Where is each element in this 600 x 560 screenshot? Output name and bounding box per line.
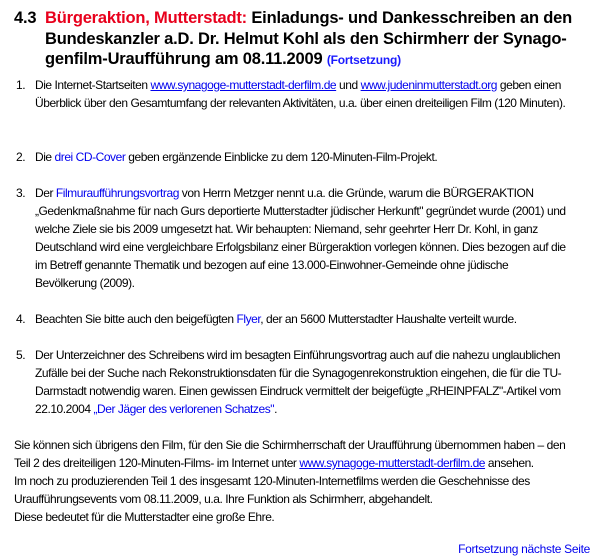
- item-text: , der an 5600 Mutterstadter Haushalte verteilt wurde.: [260, 312, 517, 326]
- closing-paragraph: [0, 436, 574, 526]
- link-cd-cover[interactable]: drei CD-Cover: [54, 150, 126, 164]
- list-item: [0, 310, 570, 328]
- letter-body: [0, 76, 600, 526]
- item-number: 4.: [16, 312, 26, 326]
- item-number: 1.: [16, 78, 26, 92]
- link-filmvortrag[interactable]: Filmuraufführungsvortrag: [55, 186, 179, 200]
- closing-text: Sie können sich übrigens den Film, für den Sie die Schirmherrschaft der Uraufführung übernommen haben – den Teil 2 des dreiteiligen 120-Minuten-Films- im Internet unter: [14, 438, 566, 470]
- list-item: [0, 148, 570, 166]
- section-number: 4.3: [14, 9, 37, 27]
- closing-text: ansehen.: [485, 456, 534, 470]
- item-text: Beachten Sie bitte auch den beigefügten: [35, 312, 237, 326]
- item-text: Der: [35, 186, 56, 200]
- item-text: Der Unterzeichner des Schreibens wird im besagten Einführungsvortrag auch auf die nahezu unglaublichen Zufälle bei der Suche nach Rekonstruktionsdaten für die Synagogenrekonstruktion eingehen, die für die TU-Darmstadt notwendig waren. Einen gewissen Eindruck vermittelt der beigefügte „RHEINPFALZ"-Artikel vom 22.10.2004: [35, 348, 562, 416]
- list-item: [0, 346, 570, 418]
- item-text: und: [336, 78, 361, 92]
- list-item: [0, 184, 570, 292]
- closing-text: Im noch zu produzierenden Teil 1 des insgesamt 120-Minuten-Internetfilms werden die Geschehnisse des Uraufführungsevents vom 08.11.2009, u.a. Ihre Funktion als Schirmherr, abgehandelt.: [14, 474, 530, 506]
- section-heading: [14, 8, 594, 71]
- next-page-link[interactable]: Fortsetzung nächste Seite: [458, 542, 590, 556]
- heading-red-title: Bürgeraktion, Mutterstadt:: [45, 9, 247, 27]
- heading-title: Einladungs- und Dankesschreiben an den Bundeskanzler a.D. Dr. Helmut Kohl als den Schirmherr der Synago-genfilm-Uraufführung am 08.11.2009: [45, 9, 573, 68]
- link-synagoge-film-2[interactable]: www.synagoge-mutterstadt-derfilm.de: [299, 456, 486, 470]
- item-text: von Herrn Metzger nennt u.a. die Gründe, warum die BÜRGERAKTION „Gedenkmaßnahme für nach Gurs deportierte Mutterstadter jüdischer Herkunft" gegründet wurde (2001) und welche Ziele sie bis 2009 umgesetzt hat. Wir behaupten: Niemand, sehr geehrter Herr Dr. Kohl, in ganz Deutschland wird eine vergleichbare Erfolgsbilanz einer Bürgeraktion vorlegen können. Dies bezogen auf die im Betreff genannte Thematik und bezogen auf eine 13.000-Einwohner-Gemeinde ohne jüdische Bevölkerung (2009).: [35, 186, 566, 290]
- item-text: geben ergänzende Einblicke zu dem 120-Minuten-Film-Projekt.: [125, 150, 438, 164]
- closing-text: Diese bedeutet für die Mutterstadter eine große Ehre.: [14, 510, 275, 524]
- item-text: Die: [35, 150, 55, 164]
- item-text: Die Internet-Startseiten: [35, 78, 151, 92]
- item-text: geben einen Überblick über den Gesamtumfang der relevanten Aktivitäten, u.a. über einen dreiteiligen Film (120 Minuten).: [35, 78, 566, 110]
- list-item: [0, 76, 570, 112]
- item-text: .: [274, 402, 277, 416]
- item-number: 5.: [16, 348, 26, 362]
- link-judeninmutterstadt[interactable]: www.judeninmutterstadt.org: [360, 78, 497, 92]
- item-number: 2.: [16, 150, 26, 164]
- item-number: 3.: [16, 186, 26, 200]
- link-synagoge-film[interactable]: www.synagoge-mutterstadt-derfilm.de: [150, 78, 337, 92]
- heading-continuation: (Fortsetzung): [326, 53, 401, 67]
- link-article[interactable]: „Der Jäger des verlorenen Schatzes": [93, 402, 275, 416]
- link-flyer[interactable]: Flyer: [236, 312, 261, 326]
